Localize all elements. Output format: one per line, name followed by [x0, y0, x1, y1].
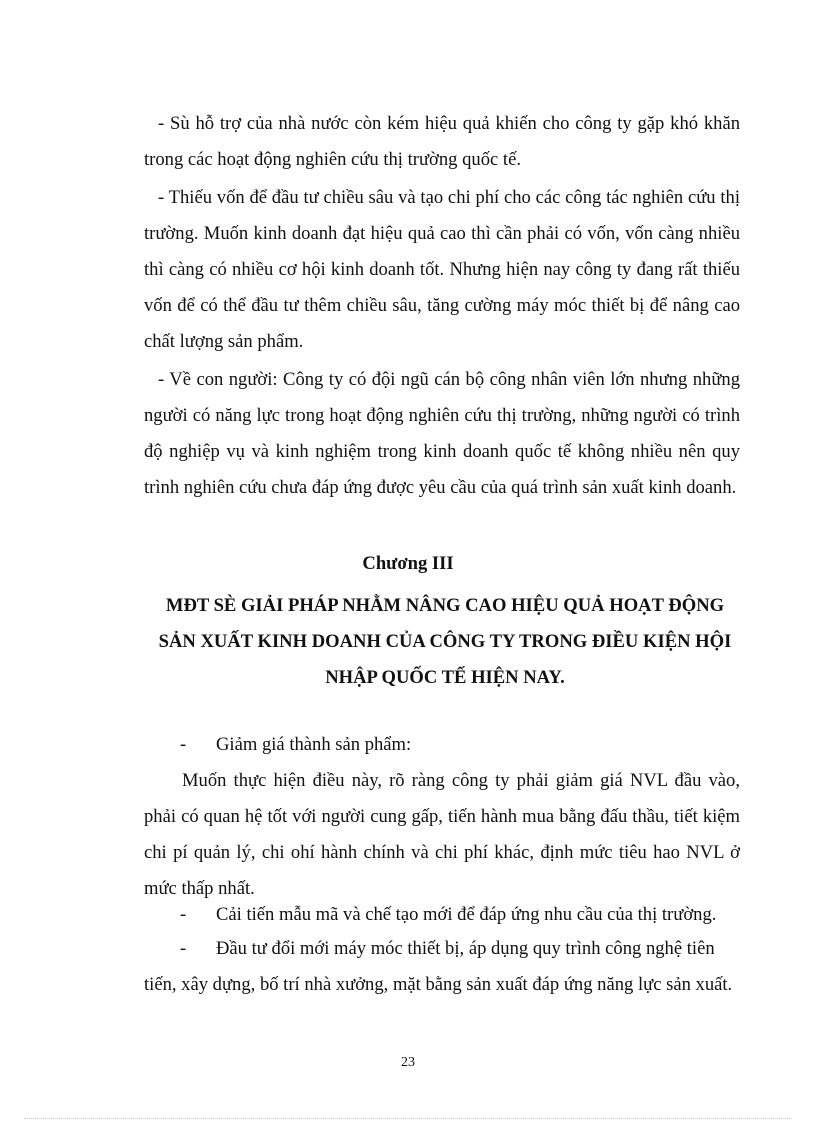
solution-item-text: Cải tiến mẫu mã và chế tạo mới để đáp ứng nhu cầu của thị trường.: [216, 904, 717, 925]
solution-item-investment-continued: tiến, xây dựng, bố trí nhà xưởng, mặt bằng sản xuất đáp ứng năng lực sản xuất.: [144, 974, 733, 995]
chapter-title-line-3: NHẬP QUỐC TẾ HIỆN NAY.: [325, 667, 565, 688]
solution-item-design: [180, 897, 740, 933]
solution-item-label: Giảm giá thành sản phẩm:: [216, 734, 412, 755]
page-number: 23: [401, 1055, 415, 1070]
chapter-title-line-1: MÐT SÈ GIẢI PHÁP NHẰM NÂNG CAO HIỆU QUẢ HOẠT ĐỘNG: [165, 595, 725, 616]
solution-item-investment: [180, 931, 740, 967]
bullet-dash: -: [180, 938, 187, 959]
chapter-label: Chương III: [362, 553, 454, 574]
paragraph-human-resources: - Về con người: Công ty có đội ngũ cán bộ công nhân viên lớn nhưng những người có năng lực trong hoạt động nghiên cứu thị trường, những người có trình độ nghiệp vụ và kinh nghiệm trong kinh doanh quốc tế không nhiều nên quy trình nghiên cứu chưa đáp ứng được yêu cầu của quá trình sản xuất kinh doanh.: [144, 369, 740, 498]
chapter-title: [150, 588, 740, 696]
solution-item-reduce-cost: [180, 727, 740, 763]
page-bottom-divider: [24, 1118, 792, 1119]
bullet-dash: -: [180, 904, 187, 925]
paragraph-state-support: - Sù hỗ trợ của nhà nước còn kém hiệu quả khiến cho công ty gặp khó khăn trong các hoạt động nghiên cứu thị trường quốc tế.: [144, 113, 740, 170]
chapter-title-line-2: SẢN XUẤT KINH DOANH CỦA CÔNG TY TRONG ĐIỀU KIỆN HỘI: [158, 631, 732, 652]
paragraph-capital-shortage: - Thiếu vốn để đầu tư chiều sâu và tạo chi phí cho các công tác nghiên cứu thị trường. Muốn kinh doanh đạt hiệu quả cao thì cần phải có vốn, vốn càng nhiều thì càng có nhiều cơ hội kinh doanh tốt. Nhưng hiện nay công ty đang rất thiếu vốn để có thể đầu tư thêm chiều sâu, tăng cường máy móc thiết bị để nâng cao chất lượng sản phẩm.: [144, 187, 740, 352]
solution-item-text: Đầu tư đổi mới máy móc thiết bị, áp dụng quy trình công nghệ tiên: [216, 938, 715, 959]
solution-item-body: Muốn thực hiện điều này, rõ ràng công ty phải giảm giá NVL đầu vào, phải có quan hệ tốt với người cung gấp, tiến hành mua bằng đấu thầu, tiết kiệm chi pí quản lý, chi ohí hành chính và chi phí khác, định mức tiêu hao NVL ở mức thấp nhất.: [144, 770, 740, 899]
bullet-dash: -: [180, 734, 187, 755]
